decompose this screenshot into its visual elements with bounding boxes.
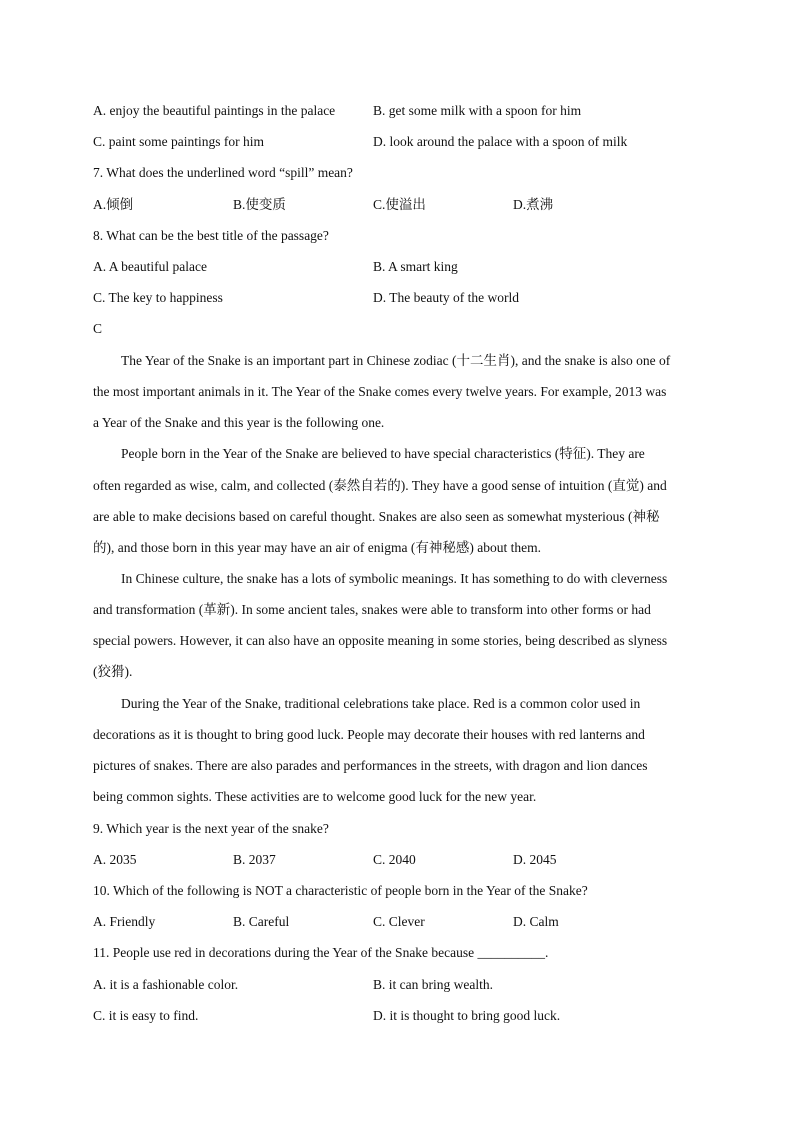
q10-option-c: C. Clever xyxy=(373,914,425,929)
passage-line: a Year of the Snake and this year is the following one. xyxy=(93,415,385,430)
q9-option-b: B. 2037 xyxy=(233,852,276,867)
q7-question: 7. What does the underlined word “spill” mean? xyxy=(93,165,353,180)
q8-option-d: D. The beauty of the world xyxy=(373,290,519,305)
q10-option-a: A. Friendly xyxy=(93,914,156,929)
q11-question: 11. People use red in decorations during the Year of the Snake because __________. xyxy=(93,945,549,960)
q7-option-b: B.使变质 xyxy=(233,197,286,212)
passage-line: 的), and those born in this year may have an air of enigma (有神秘感) about them. xyxy=(93,540,542,555)
passage-line: being common sights. These activities are to welcome good luck for the new year. xyxy=(93,789,537,804)
q7-option-d: D.煮沸 xyxy=(513,197,554,212)
q10-option-b: B. Careful xyxy=(233,914,290,929)
q6-option-c: C. paint some paintings for him xyxy=(93,134,264,149)
q8-question: 8. What can be the best title of the passage? xyxy=(93,228,329,243)
q10-option-d: D. Calm xyxy=(513,914,559,929)
passage-line: are able to make decisions based on careful thought. Snakes are also seen as somewhat mysterious (神秘 xyxy=(93,509,660,524)
q6-option-d: D. look around the palace with a spoon of milk xyxy=(373,134,628,149)
passage-line: special powers. However, it can also have an opposite meaning in some stories, being described as slyness xyxy=(93,633,668,648)
q11-option-c: C. it is easy to find. xyxy=(93,1008,199,1023)
passage-line: often regarded as wise, calm, and collected (泰然自若的). They have a good sense of intuition (直觉) and xyxy=(93,478,667,493)
passage-line: During the Year of the Snake, traditional celebrations take place. Red is a common color used in xyxy=(121,696,641,711)
passage-line: (狡猾). xyxy=(93,664,133,679)
q9-question: 9. Which year is the next year of the snake? xyxy=(93,821,329,836)
q9-option-a: A. 2035 xyxy=(93,852,137,867)
q6-option-a: A. enjoy the beautiful paintings in the palace xyxy=(93,103,336,118)
q6-option-b: B. get some milk with a spoon for him xyxy=(373,103,582,118)
q8-option-a: A. A beautiful palace xyxy=(93,259,207,274)
passage-line: the most important animals in it. The Year of the Snake comes every twelve years. For example, 2013 was xyxy=(93,384,667,399)
passage-line: The Year of the Snake is an important part in Chinese zodiac (十二生肖), and the snake is also one of xyxy=(121,353,671,368)
passage-line: and transformation (革新). In some ancient tales, snakes were able to transform into other forms or had xyxy=(93,602,651,617)
passage-line: decorations as it is thought to bring good luck. People may decorate their houses with red lanterns and xyxy=(93,727,645,742)
q7-option-c: C.使溢出 xyxy=(373,197,426,212)
q8-option-b: B. A smart king xyxy=(373,259,458,274)
q11-option-b: B. it can bring wealth. xyxy=(373,977,493,992)
passage-line: In Chinese culture, the snake has a lots of symbolic meanings. It has something to do with cleverness xyxy=(121,571,668,586)
q9-option-d: D. 2045 xyxy=(513,852,557,867)
section-label: C xyxy=(93,321,103,336)
q7-option-a: A.倾倒 xyxy=(93,197,134,212)
q11-option-a: A. it is a fashionable color. xyxy=(93,977,239,992)
q9-option-c: C. 2040 xyxy=(373,852,416,867)
passage-line: People born in the Year of the Snake are believed to have special characteristics (特征). They are xyxy=(121,446,645,461)
q11-option-d: D. it is thought to bring good luck. xyxy=(373,1008,561,1023)
q8-option-c: C. The key to happiness xyxy=(93,290,223,305)
q10-question: 10. Which of the following is NOT a characteristic of people born in the Year of the Snake? xyxy=(93,883,588,898)
passage-line: pictures of snakes. There are also parades and performances in the streets, with dragon and lion dances xyxy=(93,758,648,773)
